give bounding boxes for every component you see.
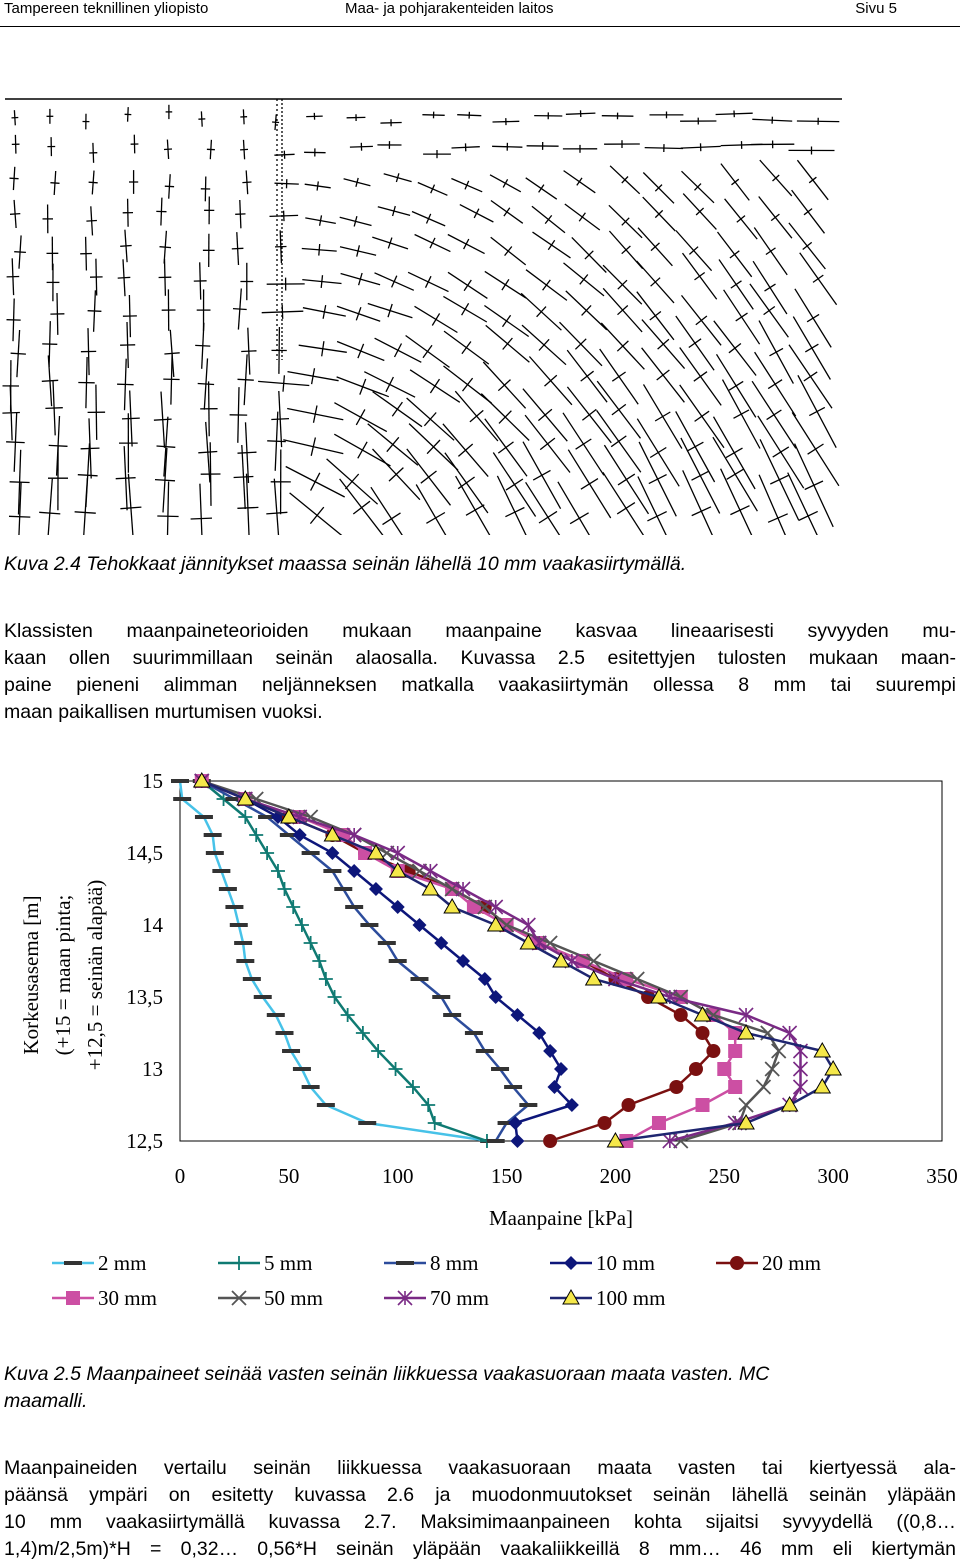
stress-minor-axis bbox=[692, 471, 710, 480]
stress-minor-axis bbox=[470, 410, 483, 422]
stress-minor-axis bbox=[395, 344, 402, 358]
data-point-marker bbox=[260, 846, 274, 860]
data-point-marker bbox=[312, 954, 326, 968]
y-tick-label: 14,5 bbox=[126, 841, 163, 865]
stress-minor-axis bbox=[232, 248, 244, 249]
stress-minor-axis bbox=[10, 214, 20, 215]
stress-minor-axis bbox=[89, 182, 98, 183]
x-tick-label: 0 bbox=[174, 1164, 186, 1188]
paragraph-1-line: kaan ollen suurimmillaan seinän alaosalla. Kuvassa 2.5 esitettyjen tulosten mukaan maan- bbox=[4, 647, 956, 669]
stress-minor-axis bbox=[164, 353, 179, 354]
stress-minor-axis bbox=[813, 275, 823, 282]
stress-field-figure bbox=[0, 95, 960, 535]
data-point-marker bbox=[674, 1008, 688, 1022]
data-point-marker bbox=[554, 1062, 568, 1076]
data-point-marker bbox=[319, 972, 333, 986]
stress-minor-axis bbox=[687, 442, 704, 451]
stress-minor-axis bbox=[241, 351, 256, 352]
stress-minor-axis bbox=[805, 344, 818, 352]
legend-label: 50 mm bbox=[264, 1286, 323, 1310]
stress-minor-axis bbox=[358, 344, 364, 358]
y-axis-label-line: +12,5 = seinän alapää) bbox=[83, 879, 107, 1071]
data-point-marker bbox=[286, 900, 300, 914]
stress-minor-axis bbox=[538, 409, 552, 420]
stress-minor-axis bbox=[696, 316, 707, 325]
stress-minor-axis bbox=[764, 307, 775, 315]
stress-major-axis bbox=[558, 482, 601, 535]
stress-minor-axis bbox=[358, 442, 367, 459]
stress-minor-axis bbox=[809, 177, 816, 183]
stress-minor-axis bbox=[503, 179, 507, 187]
legend-label: 8 mm bbox=[430, 1251, 479, 1275]
data-point-marker bbox=[304, 936, 318, 950]
stress-minor-axis bbox=[432, 313, 439, 325]
stress-minor-axis bbox=[267, 441, 286, 442]
stress-minor-axis bbox=[503, 338, 513, 350]
stress-minor-axis bbox=[426, 513, 445, 524]
stress-minor-axis bbox=[234, 477, 254, 478]
stress-major-axis bbox=[274, 479, 279, 535]
stress-minor-axis bbox=[392, 402, 402, 416]
stress-minor-axis bbox=[86, 221, 97, 222]
stress-minor-axis bbox=[157, 516, 178, 517]
stress-minor-axis bbox=[282, 305, 283, 319]
stress-minor-axis bbox=[198, 452, 217, 453]
stress-minor-axis bbox=[618, 474, 635, 485]
stress-minor-axis bbox=[611, 436, 626, 447]
stress-minor-axis bbox=[321, 275, 322, 288]
legend-item bbox=[218, 1286, 323, 1310]
stress-minor-axis bbox=[729, 381, 743, 390]
data-point-marker bbox=[717, 1062, 731, 1076]
stress-minor-axis bbox=[804, 372, 817, 381]
stress-minor-axis bbox=[474, 209, 479, 218]
data-point-marker bbox=[510, 1134, 524, 1148]
earth-pressure-chart bbox=[0, 755, 960, 1335]
stress-minor-axis bbox=[387, 437, 399, 451]
data-point-marker bbox=[271, 864, 285, 878]
legend-item bbox=[550, 1251, 655, 1275]
stress-minor-axis bbox=[160, 247, 172, 248]
legend-label: 5 mm bbox=[264, 1251, 313, 1275]
paragraph-1 bbox=[4, 618, 956, 726]
stress-minor-axis bbox=[360, 379, 366, 395]
stress-minor-axis bbox=[577, 178, 582, 186]
stress-minor-axis bbox=[81, 448, 100, 449]
stress-minor-axis bbox=[238, 452, 257, 453]
stress-minor-axis bbox=[9, 516, 30, 517]
data-point-marker bbox=[278, 882, 292, 896]
stress-minor-axis bbox=[283, 375, 284, 391]
stress-major-axis bbox=[456, 476, 495, 535]
stress-minor-axis bbox=[271, 419, 289, 420]
header-university: Tampereen teknillinen yliopisto bbox=[4, 0, 209, 17]
stress-minor-axis bbox=[650, 448, 666, 458]
stress-minor-axis bbox=[157, 446, 176, 447]
stress-minor-axis bbox=[75, 512, 96, 513]
stress-minor-axis bbox=[726, 448, 743, 458]
y-tick-label: 12,5 bbox=[126, 1129, 163, 1153]
stress-minor-axis bbox=[804, 209, 812, 215]
legend-label: 30 mm bbox=[98, 1286, 157, 1310]
stress-minor-axis bbox=[430, 379, 439, 393]
header-rule bbox=[0, 26, 960, 27]
stress-minor-axis bbox=[45, 408, 62, 409]
figure-2-4-caption: Kuva 2.4 Tehokkaat jännitykset maassa seinän lähellä 10 mm vaakasiirtymällä. bbox=[4, 553, 687, 575]
data-point-marker bbox=[295, 918, 309, 932]
stress-major-axis bbox=[290, 493, 345, 535]
stress-major-axis bbox=[83, 478, 87, 535]
stress-minor-axis bbox=[39, 512, 60, 514]
legend-label: 20 mm bbox=[762, 1251, 821, 1275]
stress-minor-axis bbox=[582, 409, 596, 420]
stress-minor-axis bbox=[424, 413, 436, 426]
stress-minor-axis bbox=[421, 471, 437, 483]
stress-minor-axis bbox=[736, 313, 748, 321]
stress-minor-axis bbox=[272, 122, 279, 123]
data-point-marker bbox=[825, 1061, 841, 1075]
stress-minor-axis bbox=[198, 384, 214, 385]
stress-minor-axis bbox=[426, 276, 432, 288]
stress-minor-axis bbox=[649, 475, 667, 484]
stress-minor-axis bbox=[617, 503, 635, 514]
stress-minor-axis bbox=[580, 275, 588, 285]
stress-minor-axis bbox=[155, 480, 175, 481]
stress-minor-axis bbox=[803, 242, 812, 249]
stress-minor-axis bbox=[657, 370, 670, 380]
stress-minor-axis bbox=[732, 179, 739, 185]
figure-2-5-caption-line: maamalli. bbox=[4, 1390, 88, 1412]
stress-minor-axis bbox=[386, 377, 393, 392]
stress-minor-axis bbox=[581, 371, 594, 381]
figure-2-5-caption-line: Kuva 2.5 Maanpaineet seinää vasten seinän liikkuessa vaakasuoraan maata vasten. MC bbox=[4, 1363, 770, 1385]
legend-label: 100 mm bbox=[596, 1286, 666, 1310]
stress-minor-axis bbox=[506, 479, 523, 490]
stress-minor-axis bbox=[120, 507, 141, 509]
y-tick-label: 13,5 bbox=[126, 985, 163, 1009]
paragraph-2-line: päänsä ympäri on esitetty kuvassa 2.6 ja muodonmuutokset seinän lähellä seinän yläpään bbox=[4, 1484, 956, 1506]
data-point-marker bbox=[249, 828, 263, 842]
stress-minor-axis bbox=[78, 475, 98, 476]
data-point-marker bbox=[728, 1080, 742, 1094]
stress-minor-axis bbox=[729, 344, 741, 353]
stress-minor-axis bbox=[464, 239, 469, 249]
stress-minor-axis bbox=[576, 439, 592, 449]
paragraph-1-line: Klassisten maanpaineteorioiden mukaan maanpaine kasvaa lineaarisesti syvyyden mu- bbox=[4, 620, 956, 642]
x-tick-label: 200 bbox=[599, 1164, 632, 1188]
stress-minor-axis bbox=[319, 244, 320, 256]
stress-minor-axis bbox=[612, 404, 626, 415]
stress-minor-axis bbox=[311, 473, 320, 491]
stress-minor-axis bbox=[462, 303, 469, 315]
stress-minor-axis bbox=[768, 514, 788, 523]
stress-major-axis bbox=[47, 479, 52, 535]
stress-minor-axis bbox=[543, 280, 551, 290]
data-point-marker bbox=[689, 1062, 703, 1076]
data-point-marker bbox=[66, 1291, 80, 1305]
stress-minor-axis bbox=[770, 348, 784, 355]
x-tick-label: 250 bbox=[708, 1164, 741, 1188]
stress-minor-axis bbox=[233, 309, 247, 310]
stress-minor-axis bbox=[695, 411, 710, 421]
stress-minor-axis bbox=[117, 384, 134, 385]
stress-minor-axis bbox=[6, 442, 25, 443]
stress-minor-axis bbox=[612, 372, 625, 381]
stress-minor-axis bbox=[504, 208, 510, 216]
stress-minor-axis bbox=[727, 469, 744, 479]
stress-minor-axis bbox=[539, 511, 557, 523]
stress-minor-axis bbox=[122, 418, 140, 419]
y-axis-label bbox=[19, 880, 107, 1070]
data-point-marker bbox=[739, 1098, 753, 1112]
x-tick-label: 350 bbox=[926, 1164, 958, 1188]
data-point-marker bbox=[669, 1080, 683, 1094]
stress-minor-axis bbox=[392, 276, 397, 288]
stress-minor-axis bbox=[502, 279, 509, 290]
stress-minor-axis bbox=[165, 186, 174, 187]
legend-item bbox=[716, 1251, 821, 1275]
data-point-marker bbox=[423, 864, 437, 878]
data-point-marker bbox=[793, 1062, 807, 1076]
legend-item bbox=[550, 1286, 665, 1310]
stress-minor-axis bbox=[734, 410, 750, 418]
stress-minor-axis bbox=[548, 240, 554, 249]
stress-minor-axis bbox=[730, 506, 749, 515]
stress-minor-axis bbox=[765, 284, 776, 291]
stress-minor-axis bbox=[458, 477, 474, 489]
stress-minor-axis bbox=[692, 507, 711, 516]
stress-minor-axis bbox=[42, 380, 58, 381]
y-axis-label-line: Korkeusasema [m] bbox=[19, 895, 43, 1055]
data-point-marker bbox=[772, 1044, 786, 1058]
stress-minor-axis bbox=[345, 474, 358, 489]
x-tick-label: 300 bbox=[817, 1164, 849, 1188]
stress-minor-axis bbox=[10, 178, 19, 179]
stress-minor-axis bbox=[505, 247, 512, 256]
y-tick-label: 14 bbox=[142, 913, 163, 937]
data-point-marker bbox=[765, 1062, 779, 1076]
data-point-marker bbox=[756, 1080, 770, 1094]
stress-minor-axis bbox=[767, 410, 782, 420]
data-point-marker bbox=[696, 1098, 710, 1112]
data-point-marker bbox=[696, 1026, 710, 1040]
paragraph-2-line: 10 mm vaakasiirtymällä kuvassa 2.7. Maksimimaanpaineen kohta sijaitsi syvyydellä ((0,8… bbox=[4, 1511, 956, 1533]
y-tick-label: 13 bbox=[142, 1057, 163, 1081]
legend-item bbox=[52, 1286, 157, 1310]
stress-minor-axis bbox=[383, 513, 401, 525]
stress-minor-axis bbox=[238, 379, 254, 380]
stress-minor-axis bbox=[545, 375, 557, 386]
stress-minor-axis bbox=[771, 214, 779, 221]
x-axis-label: Maanpaine [kPa] bbox=[488, 1206, 634, 1230]
y-axis-label-line: (+15 = maan pinta; bbox=[51, 894, 75, 1056]
paragraph-2-line: 1,4)m/2,5m)*H = 0,32… 0,56*H seinän yläpään vaakaliikkeillä 8 mm… 46 mm eli kiertymän bbox=[4, 1538, 956, 1560]
data-point-marker bbox=[652, 1116, 666, 1130]
stress-minor-axis bbox=[695, 273, 705, 280]
stress-minor-axis bbox=[799, 511, 818, 520]
stress-minor-axis bbox=[533, 470, 550, 480]
data-point-marker bbox=[598, 1116, 612, 1130]
stress-minor-axis bbox=[505, 508, 524, 517]
stress-minor-axis bbox=[539, 185, 544, 193]
stress-minor-axis bbox=[120, 246, 132, 247]
stress-minor-axis bbox=[353, 501, 370, 514]
series-70-mm bbox=[195, 774, 808, 1148]
stress-minor-axis bbox=[430, 238, 435, 248]
data-point-marker bbox=[728, 1044, 742, 1058]
stress-minor-axis bbox=[805, 481, 823, 490]
stress-minor-axis bbox=[195, 345, 210, 346]
stress-minor-axis bbox=[240, 149, 248, 150]
data-point-marker bbox=[783, 1026, 797, 1040]
stress-minor-axis bbox=[466, 505, 484, 516]
stress-minor-axis bbox=[462, 342, 471, 354]
legend-label: 70 mm bbox=[430, 1286, 489, 1310]
stress-minor-axis bbox=[242, 182, 251, 183]
stress-minor-axis bbox=[545, 215, 552, 223]
stress-minor-axis bbox=[570, 513, 589, 524]
stress-major-axis bbox=[128, 474, 133, 535]
legend-item bbox=[384, 1251, 478, 1275]
stress-minor-axis bbox=[658, 339, 669, 349]
stress-minor-axis bbox=[503, 315, 511, 327]
stress-minor-axis bbox=[118, 277, 131, 278]
data-point-marker bbox=[793, 1080, 807, 1094]
data-point-marker bbox=[543, 1044, 557, 1058]
data-point-marker bbox=[508, 1116, 522, 1130]
stress-minor-axis bbox=[14, 252, 26, 253]
stress-minor-axis bbox=[310, 507, 323, 523]
stress-minor-axis bbox=[655, 412, 670, 421]
stress-minor-axis bbox=[116, 478, 136, 479]
paragraph-2 bbox=[4, 1455, 956, 1563]
stress-minor-axis bbox=[731, 281, 742, 288]
stress-minor-axis bbox=[770, 475, 788, 484]
data-point-marker bbox=[232, 1256, 246, 1270]
data-point-marker bbox=[730, 1256, 744, 1270]
stress-minor-axis bbox=[694, 372, 707, 382]
data-point-marker bbox=[428, 1116, 442, 1130]
stress-minor-axis bbox=[730, 251, 739, 258]
stress-minor-axis bbox=[191, 518, 212, 519]
paragraph-1-line: maan paikallisen murtumisen vuoksi. bbox=[4, 701, 323, 723]
stress-minor-axis bbox=[464, 280, 471, 291]
stress-minor-axis bbox=[768, 380, 782, 389]
legend-item bbox=[52, 1251, 146, 1275]
stress-minor-axis bbox=[498, 442, 513, 453]
header-department: Maa- ja pohjarakenteiden laitos bbox=[345, 0, 554, 17]
paragraph-2-line: Maanpaineiden vertailu seinän liikkuessa vaakasuoraan maata vasten tai kiertyessä ala- bbox=[4, 1457, 956, 1479]
y-tick-label: 15 bbox=[142, 769, 163, 793]
stress-minor-axis bbox=[647, 512, 666, 521]
paragraph-1-line: paine pieneni alimman neljänneksen matkalla vaakasiirtymän ollessa 8 mm tai suurempi bbox=[4, 674, 956, 696]
stress-minor-axis bbox=[540, 438, 555, 450]
stress-minor-axis bbox=[458, 444, 472, 456]
stress-minor-axis bbox=[266, 512, 287, 514]
figure-2-5-caption bbox=[4, 1361, 769, 1415]
stress-minor-axis bbox=[10, 482, 30, 483]
data-point-marker bbox=[564, 1256, 578, 1270]
stress-minor-axis bbox=[579, 213, 585, 221]
stress-minor-axis bbox=[50, 183, 59, 184]
stress-major-axis bbox=[200, 484, 203, 535]
header-page-number: Sivu 5 bbox=[855, 0, 897, 17]
stress-major-axis bbox=[167, 482, 168, 536]
stress-major-axis bbox=[416, 485, 455, 536]
stress-minor-axis bbox=[154, 419, 172, 420]
legend-label: 10 mm bbox=[596, 1251, 655, 1275]
stress-minor-axis bbox=[88, 311, 102, 312]
legend-label: 2 mm bbox=[98, 1251, 147, 1275]
stress-minor-axis bbox=[581, 479, 598, 490]
x-tick-label: 50 bbox=[278, 1164, 300, 1188]
stress-minor-axis bbox=[809, 407, 825, 415]
legend-item bbox=[384, 1286, 489, 1310]
stress-minor-axis bbox=[11, 353, 26, 354]
stress-major-axis bbox=[721, 469, 760, 535]
x-tick-label: 150 bbox=[490, 1164, 523, 1188]
stress-minor-axis bbox=[737, 216, 745, 223]
stress-minor-axis bbox=[773, 447, 789, 457]
stress-minor-axis bbox=[807, 314, 819, 321]
stress-minor-axis bbox=[164, 149, 172, 150]
stress-minor-axis bbox=[650, 312, 661, 321]
data-point-marker bbox=[391, 846, 405, 860]
stress-minor-axis bbox=[423, 345, 432, 358]
data-point-marker bbox=[814, 1079, 830, 1093]
stress-minor-axis bbox=[689, 339, 701, 348]
stress-minor-axis bbox=[766, 248, 776, 255]
stress-minor-axis bbox=[808, 444, 824, 454]
stress-minor-axis bbox=[237, 507, 258, 508]
data-point-marker bbox=[706, 1044, 720, 1058]
data-point-marker bbox=[621, 1098, 635, 1112]
data-point-marker bbox=[543, 1134, 557, 1148]
stress-minor-axis bbox=[463, 378, 473, 391]
x-tick-label: 100 bbox=[381, 1164, 414, 1188]
stress-minor-axis bbox=[356, 409, 365, 425]
stress-minor-axis bbox=[317, 181, 318, 190]
legend-item bbox=[218, 1251, 312, 1275]
data-point-marker bbox=[521, 918, 535, 932]
